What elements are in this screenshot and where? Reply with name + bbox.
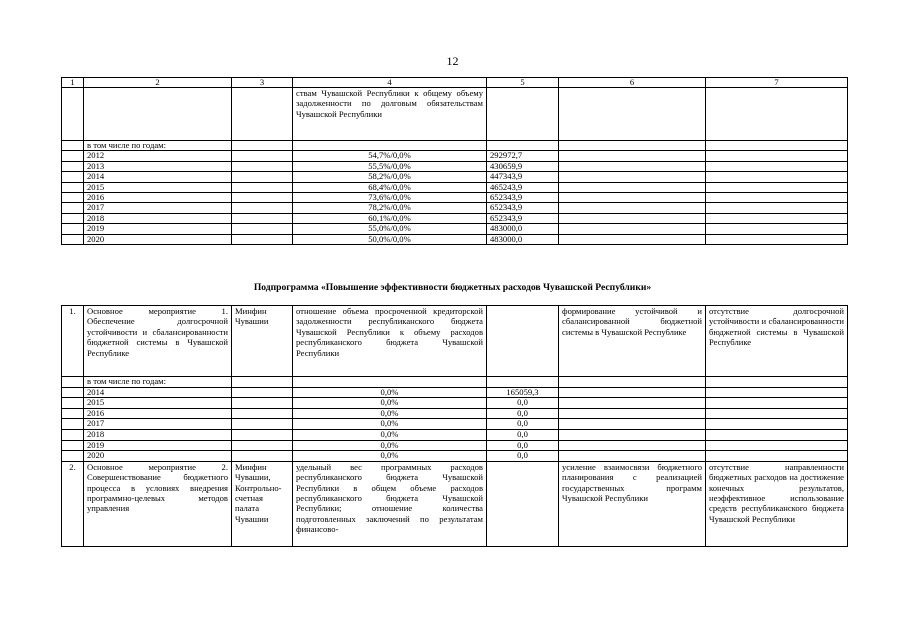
year: 2018 [84, 429, 232, 440]
indicator-value: 55,0%/0,0% [293, 224, 487, 234]
indicator-value: 54,7%/0,0% [293, 151, 487, 161]
col-header: 2 [84, 78, 232, 88]
indicator-text: удельный вес программных расходов республиканского бюджета Чувашской Республики в общем объеме расходов республиканского бюджета Чувашской Республики; отношение количества подготовленных заключений по результатам финансово- [293, 461, 487, 546]
indicator-value: 0,0% [293, 419, 487, 430]
subprogram-title: Подпрограмма «Повышение эффективности бюджетных расходов Чувашской Республики» [253, 282, 652, 293]
table-row [62, 203, 848, 213]
col-header: 1 [62, 78, 84, 88]
year: 2020 [84, 234, 232, 244]
year: 2016 [84, 408, 232, 419]
amount: 0,0 [487, 419, 559, 430]
expected-result: формирование устойчивой и сбалансированной бюджетной системы в Чувашской Республике [559, 306, 706, 377]
year: 2019 [84, 440, 232, 451]
table-row [62, 141, 848, 151]
risk-text: отсутствие направленности бюджетных расходов на достижение конечных результатов, неэффективное использование средств республиканского бюджета Чувашской Республики [706, 461, 848, 546]
col-header: 3 [232, 78, 293, 88]
activity-name: Основное мероприятие 2. Совершенствование бюджетного процесса в условиях внедрения программно-целевых методов управления [84, 461, 232, 546]
table-row [62, 182, 848, 192]
table-row [62, 161, 848, 171]
table-row [62, 172, 848, 182]
col-header: 4 [293, 78, 487, 88]
indicator-value: 50,0%/0,0% [293, 234, 487, 244]
expected-result: усиление взаимосвязи бюджетного планирования с реализацией государственных программ Чувашской Республики [559, 461, 706, 546]
amount: 652343,9 [487, 203, 559, 213]
indicator-text: ствам Чувашской Республики к общему объему задолженности по долговым обязательствам Чувашской Республики [293, 88, 487, 141]
amount: 652343,9 [487, 193, 559, 203]
column-header-row [62, 78, 848, 88]
indicator-value: 0,0% [293, 451, 487, 462]
table-row [62, 429, 848, 440]
subprogram-table [61, 305, 848, 547]
risk-text: отсутствие долгосрочной устойчивости и сбалансированности бюджетной системы в Чувашской Республике [706, 306, 848, 377]
indicator-value: 60,1%/0,0% [293, 213, 487, 223]
indicator-value: 73,6%/0,0% [293, 193, 487, 203]
amount: 652343,9 [487, 213, 559, 223]
amount: 483000,0 [487, 234, 559, 244]
table-row [62, 213, 848, 223]
year: 2017 [84, 203, 232, 213]
amount: 0,0 [487, 440, 559, 451]
amount: 430659,9 [487, 161, 559, 171]
year: 2017 [84, 419, 232, 430]
indicator-text: отношение объема просроченной кредиторской задолженности республиканского бюджета Чувашской Республики к объему расходов республиканского бюджета Чувашской Республики [293, 306, 487, 377]
table-row [62, 419, 848, 430]
table-row [62, 88, 848, 141]
indicator-value: 0,0% [293, 387, 487, 398]
table-row [62, 224, 848, 234]
row-number: 2. [62, 461, 84, 546]
year: 2018 [84, 213, 232, 223]
table-row [62, 387, 848, 398]
activity-name: Основное мероприятие 1. Обеспечение долгосрочной устойчивости и сбалансированности бюджетной системы в Чувашской Республике [84, 306, 232, 377]
table-row [62, 234, 848, 244]
amount: 0,0 [487, 398, 559, 409]
table-row [62, 377, 848, 388]
table-row [62, 440, 848, 451]
indicator-value: 0,0% [293, 429, 487, 440]
year: 2015 [84, 398, 232, 409]
year: 2014 [84, 387, 232, 398]
col-header: 5 [487, 78, 559, 88]
indicator-value: 55,5%/0,0% [293, 161, 487, 171]
indicator-value: 0,0% [293, 408, 487, 419]
executor: Минфин Чувашии, Контрольно-счетная палата Чувашии [232, 461, 293, 546]
year: 2020 [84, 451, 232, 462]
indicator-value: 0,0% [293, 398, 487, 409]
indicator-value: 0,0% [293, 440, 487, 451]
year: 2013 [84, 161, 232, 171]
amount: 0,0 [487, 429, 559, 440]
table-row [62, 151, 848, 161]
indicator-value: 78,2%/0,0% [293, 203, 487, 213]
year: 2016 [84, 193, 232, 203]
amount: 0,0 [487, 408, 559, 419]
by-years-label: в том числе по годам: [84, 141, 232, 151]
continuation-table [61, 77, 848, 245]
table-row [62, 408, 848, 419]
amount: 292972,7 [487, 151, 559, 161]
amount: 483000,0 [487, 224, 559, 234]
activity-row [62, 306, 848, 377]
table-row [62, 451, 848, 462]
amount: 465243,9 [487, 182, 559, 192]
page-number: 12 [446, 54, 459, 68]
amount: 0,0 [487, 451, 559, 462]
year: 2015 [84, 182, 232, 192]
amount: 447343,9 [487, 172, 559, 182]
year: 2012 [84, 151, 232, 161]
executor: Минфин Чувашии [232, 306, 293, 377]
row-number: 1. [62, 306, 84, 377]
col-header: 6 [559, 78, 706, 88]
year: 2019 [84, 224, 232, 234]
amount: 165059,3 [487, 387, 559, 398]
table-row [62, 398, 848, 409]
indicator-value: 68,4%/0,0% [293, 182, 487, 192]
table-row [62, 193, 848, 203]
year: 2014 [84, 172, 232, 182]
by-years-label: в том числе по годам: [84, 377, 232, 388]
col-header: 7 [706, 78, 848, 88]
activity-row [62, 461, 848, 546]
indicator-value: 58,2%/0,0% [293, 172, 487, 182]
